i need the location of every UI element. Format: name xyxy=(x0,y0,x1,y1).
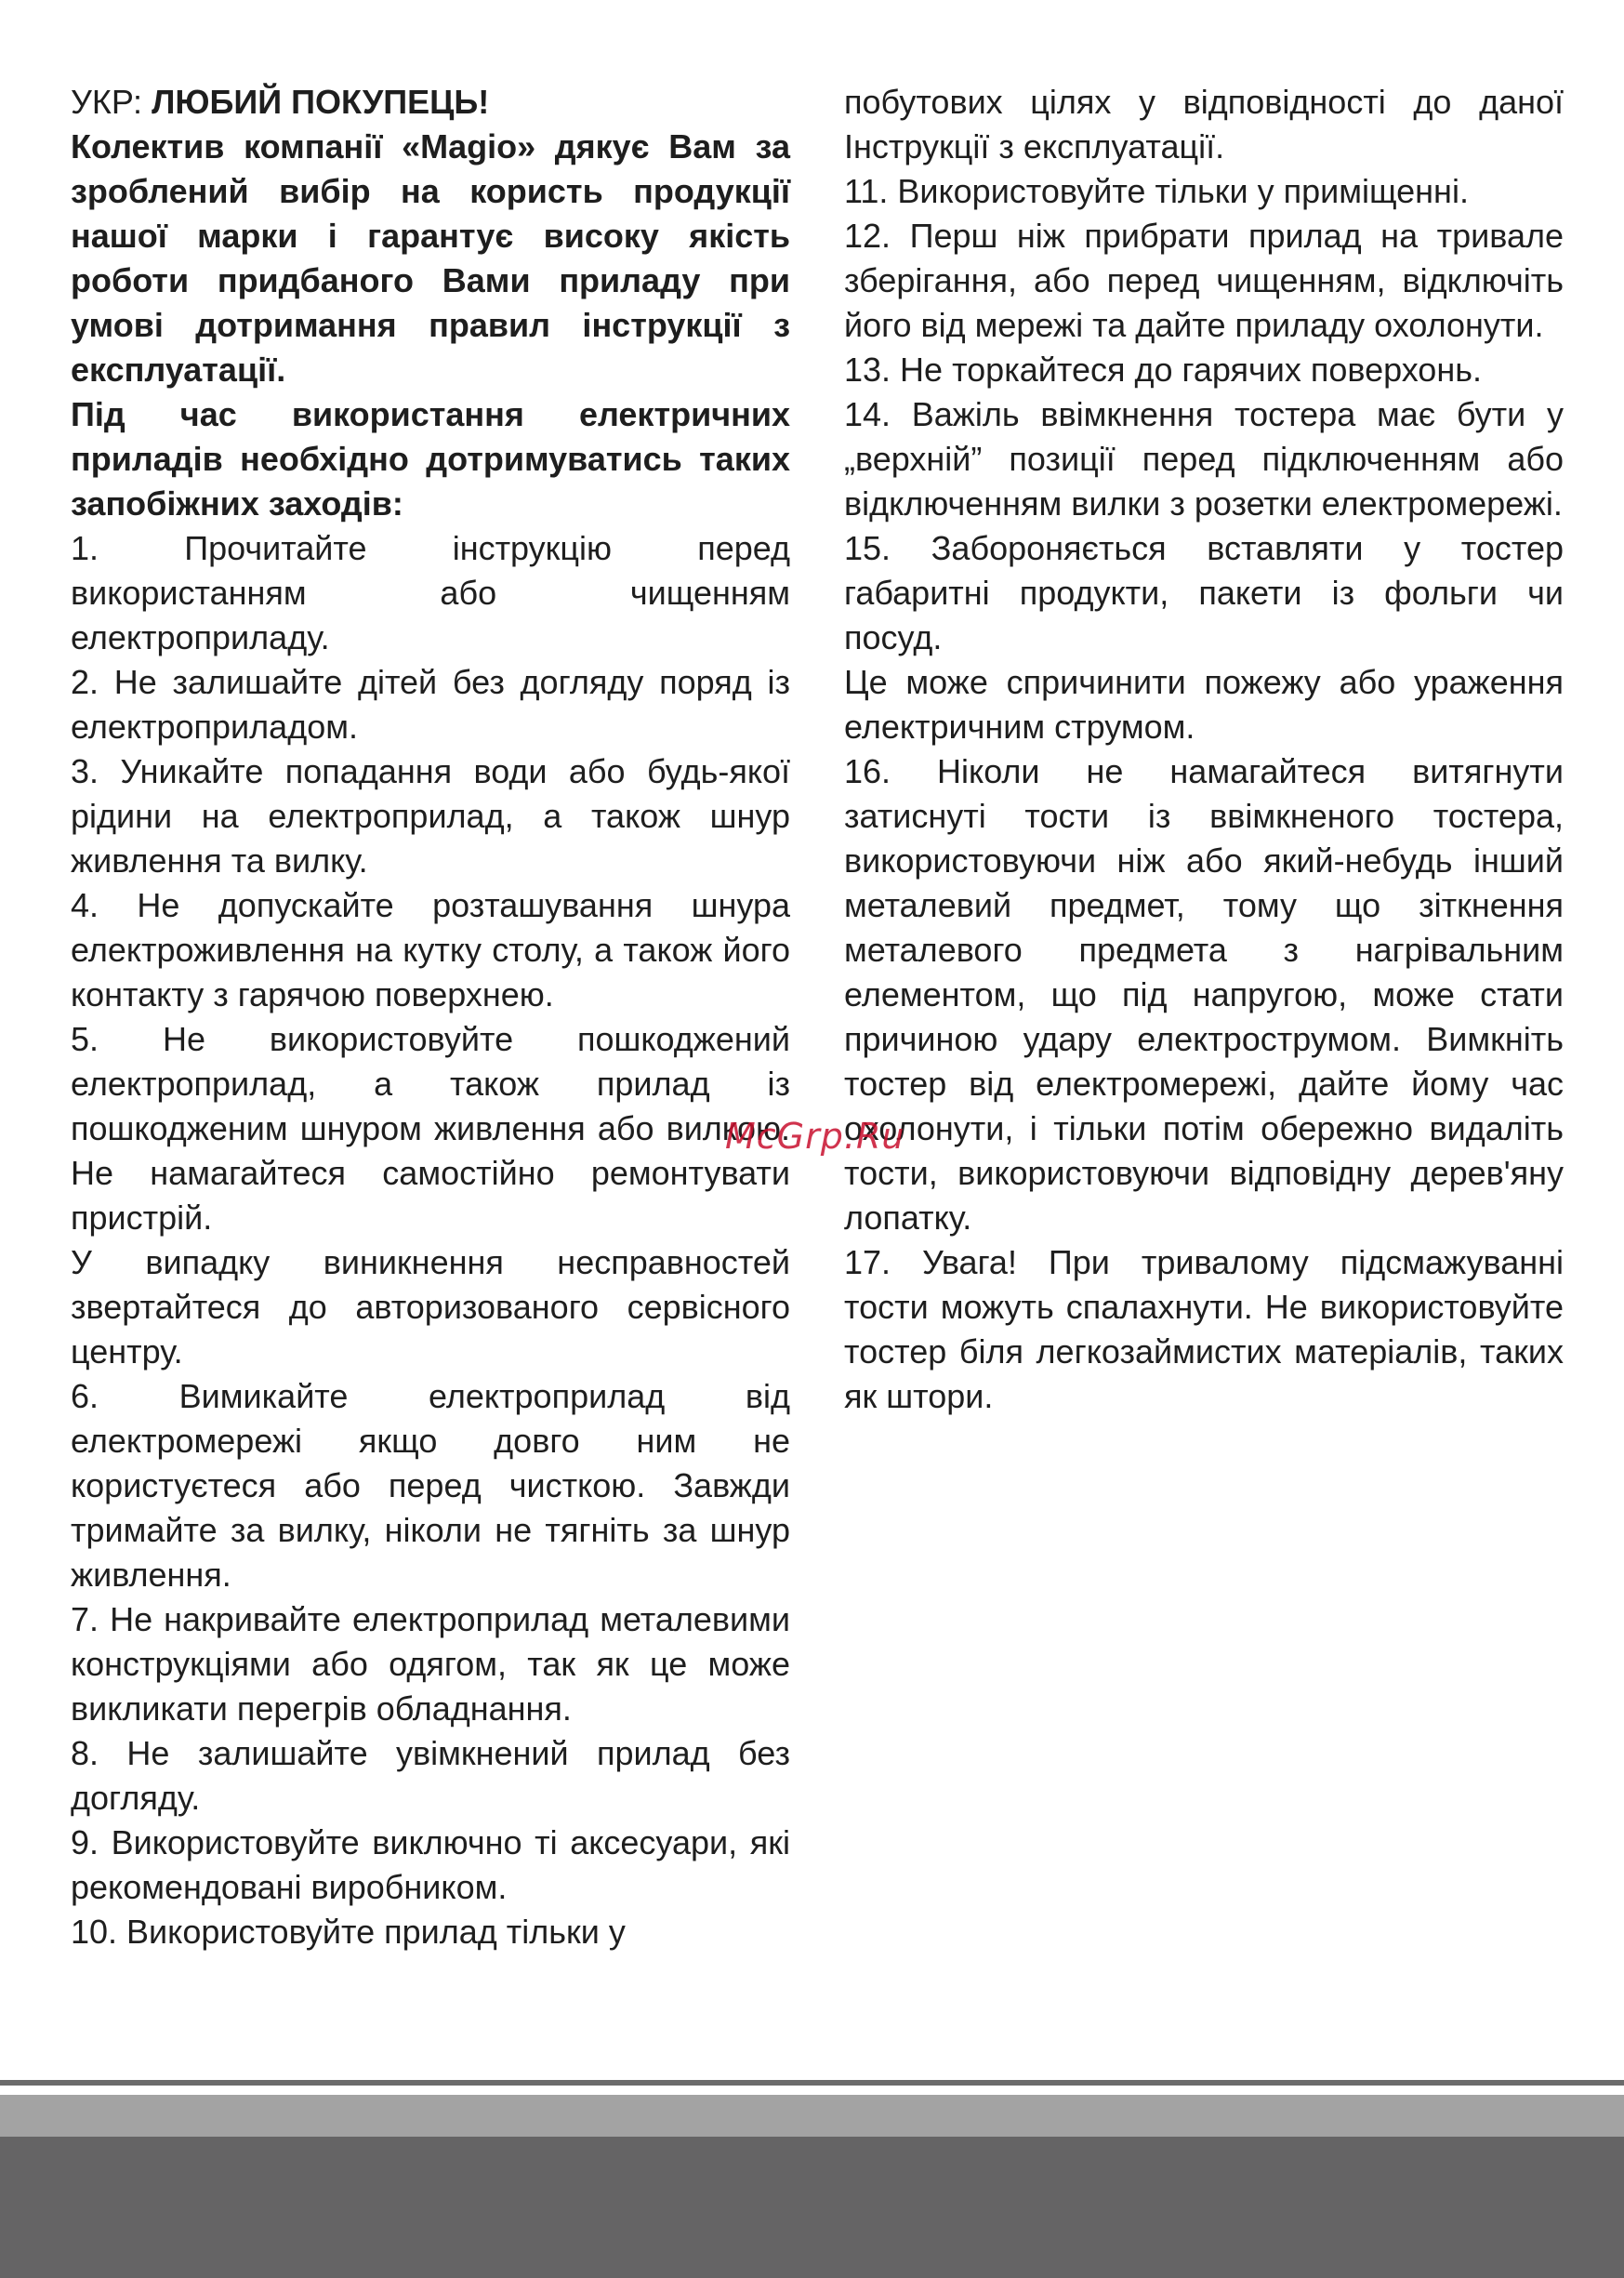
precautions-heading: Під час використання електричних приладів необхідно дотримуватись таких запобіжних заходів: xyxy=(71,395,790,523)
greeting-heading xyxy=(71,80,790,125)
instruction-item: побутових цілях у відповідності до даної Інструкції з експлуатації. xyxy=(844,83,1564,166)
instruction-item: 7. Не накривайте електроприлад металевими конструкціями або одягом, так як це може викликати перегрів обладнання. xyxy=(71,1600,790,1728)
intro-paragraph: Колектив компанії «Magio» дякує Вам за зроблений вибір на користь продукції нашої марки і гарантує високу якість роботи придбаного Вами приладу при умові дотримання правил інструкції з експлуатації. xyxy=(71,127,790,389)
instruction-item: 16. Ніколи не намагайтеся витягнути затиснуті тости із ввімкненого тостера, використовуючи ніж або який-небудь інший металевий предмет, тому що зіткнення металевого предмета з нагрівальним елементом, що під напругою, може стати причиною удару електрострумом. Вимкніть тостер від електромережі, дайте йому час охолонути, і тільки потім обережно видаліть тости, використовуючи відповідну дерев'яну лопатку. xyxy=(844,752,1564,1237)
instruction-item: 11. Використовуйте тільки у приміщенні. xyxy=(844,172,1469,210)
footer-divider xyxy=(0,2080,1624,2086)
instruction-item: 14. Важіль ввімкнення тостера має бути у „верхній” позиції перед підключенням або відключенням вилки з розетки електромережі. xyxy=(844,395,1564,523)
instruction-item: 17. Увага! При тривалому підсмажуванні тости можуть спалахнути. Не використовуйте тостер біля легкозаймистих матеріалів, таких як штори. xyxy=(844,1243,1564,1415)
instruction-item: 10. Використовуйте прилад тільки у xyxy=(71,1913,626,1951)
greeting-title: ЛЮБИЙ ПОКУПЕЦЬ! xyxy=(152,83,490,121)
left-column xyxy=(71,80,790,1954)
instruction-item: 9. Використовуйте виключно ті аксесуари, які рекомендовані виробником. xyxy=(71,1823,790,1906)
instruction-item: 12. Перш ніж прибрати прилад на тривале зберігання, або перед чищенням, відключіть його від мережі та дайте приладу охолонути. xyxy=(844,217,1564,344)
instruction-item: 4. Не допускайте розташування шнура електроживлення на кутку столу, а також його контакту з гарячою поверхнею. xyxy=(71,886,790,1013)
instruction-item: 15. Забороняється вставляти у тостер габаритні продукти, пакети із фольги чи посуд. xyxy=(844,529,1564,656)
instruction-item: 6. Вимикайте електроприлад від електромережі якщо довго ним не користуєтеся або перед чисткою. Завжди тримайте за вилку, ніколи не тягніть за шнур живлення. xyxy=(71,1377,790,1594)
footer-band-light xyxy=(0,2095,1624,2137)
instruction-item: 1. Прочитайте інструкцію перед використанням або чищенням електроприладу. xyxy=(71,529,790,656)
instruction-item: 13. Не торкайтеся до гарячих поверхонь. xyxy=(844,351,1482,389)
watermark: McGrp.Ru xyxy=(725,1116,905,1157)
instruction-item: Це може спричинити пожежу або ураження електричним струмом. xyxy=(844,663,1564,746)
language-prefix: УКР: xyxy=(71,83,152,121)
instruction-item: У випадку виникнення несправностей звертайтеся до авторизованого сервісного центру. xyxy=(71,1243,790,1371)
right-column xyxy=(844,80,1564,1419)
instruction-item: 2. Не залишайте дітей без догляду поряд із електроприладом. xyxy=(71,663,790,746)
footer-band-dark xyxy=(0,2137,1624,2278)
instruction-item: 3. Уникайте попадання води або будь-якої рідини на електроприлад, а також шнур живлення та вилку. xyxy=(71,752,790,880)
instruction-item: 5. Не використовуйте пошкоджений електроприлад, а також прилад із пошкодженим шнуром живлення або вилкою. Не намагайтеся самостійно ремонтувати пристрій. xyxy=(71,1020,790,1237)
instruction-item: 8. Не залишайте увімкнений прилад без догляду. xyxy=(71,1734,790,1817)
